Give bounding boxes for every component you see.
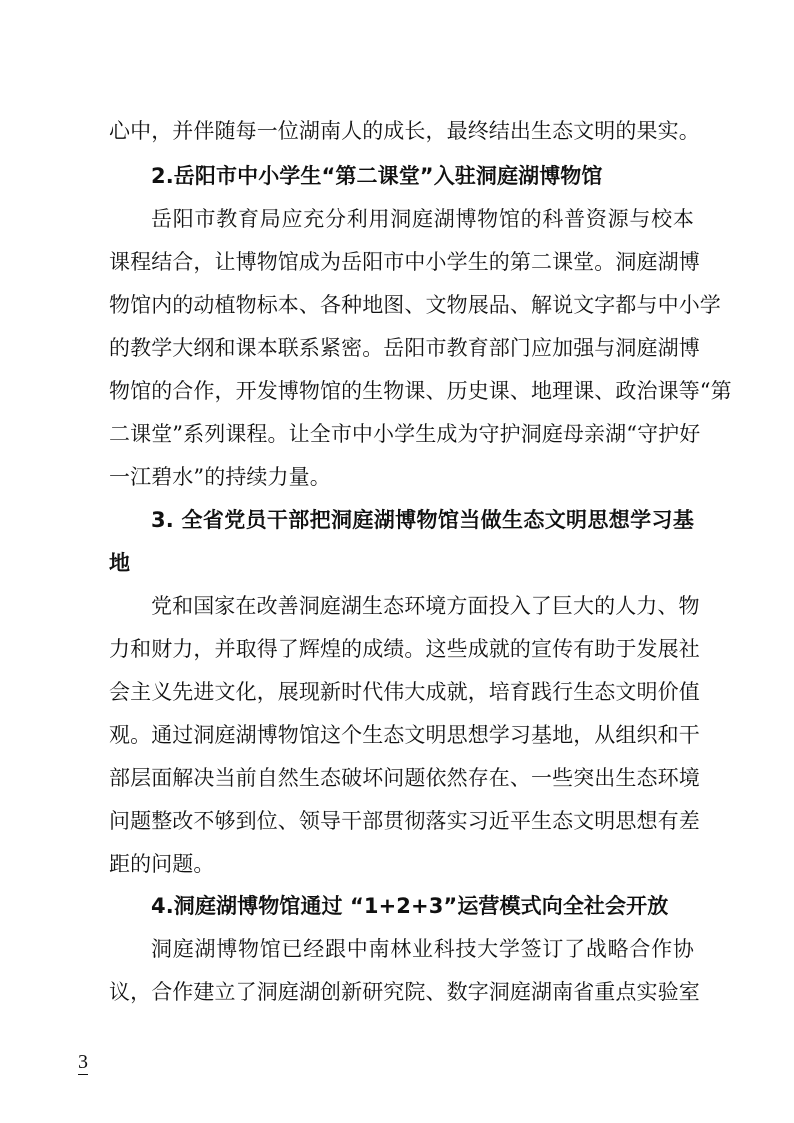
paragraph-line: 观。通过洞庭湖博物馆这个生态文明思想学习基地，从组织和干 xyxy=(109,723,700,747)
paragraph-line: 力和财力，并取得了辉煌的成绩。这些成就的宣传有助于发展社 xyxy=(109,637,700,661)
paragraph-line: 二课堂”系列课程。让全市中小学生成为守护洞庭母亲湖“守护好 xyxy=(109,422,701,446)
paragraph-line: 距的问题。 xyxy=(109,852,215,876)
section-heading-3-continued: 地 xyxy=(109,551,131,575)
section-heading-4: 4.洞庭湖博物馆通过 “1+2+3”运营模式向全社会开放 xyxy=(151,894,669,918)
paragraph-line: 岳阳市教育局应充分利用洞庭湖博物馆的科普资源与校本 xyxy=(151,207,694,231)
paragraph-line: 的教学大纲和课本联系紧密。岳阳市教育部门应加强与洞庭湖博 xyxy=(109,336,700,360)
paragraph-line: 课程结合，让博物馆成为岳阳市中小学生的第二课堂。洞庭湖博 xyxy=(109,250,700,274)
paragraph-line: 物馆内的动植物标本、各种地图、文物展品、解说文字都与中小学 xyxy=(109,293,721,317)
paragraph-line: 一江碧水”的持续力量。 xyxy=(109,465,331,489)
section-heading-2: 2.岳阳市中小学生“第二课堂”入驻洞庭湖博物馆 xyxy=(151,164,603,188)
paragraph-line: 问题整改不够到位、领导干部贯彻落实习近平生态文明思想有差 xyxy=(109,809,700,833)
paragraph-line: 部层面解决当前自然生态破坏问题依然存在、一些突出生态环境 xyxy=(109,766,700,790)
paragraph-line: 洞庭湖博物馆已经跟中南林业科技大学签订了战略合作协 xyxy=(151,937,694,961)
paragraph-line: 物馆的合作，开发博物馆的生物课、历史课、地理课、政治课等“第 xyxy=(109,379,732,403)
paragraph-line: 议，合作建立了洞庭湖创新研究院、数字洞庭湖南省重点实验室 xyxy=(109,980,700,1004)
page-number: 3 xyxy=(78,1051,88,1073)
paragraph-line: 党和国家在改善洞庭湖生态环境方面投入了巨大的人力、物 xyxy=(151,594,700,618)
section-heading-3: 3. 全省党员干部把洞庭湖博物馆当做生态文明思想学习基 xyxy=(151,508,694,532)
paragraph-line: 会主义先进文化，展现新时代伟大成就，培育践行生态文明价值 xyxy=(109,680,700,704)
paragraph-line: 心中，并伴随每一位湖南人的成长，最终结出生态文明的果实。 xyxy=(109,119,700,143)
